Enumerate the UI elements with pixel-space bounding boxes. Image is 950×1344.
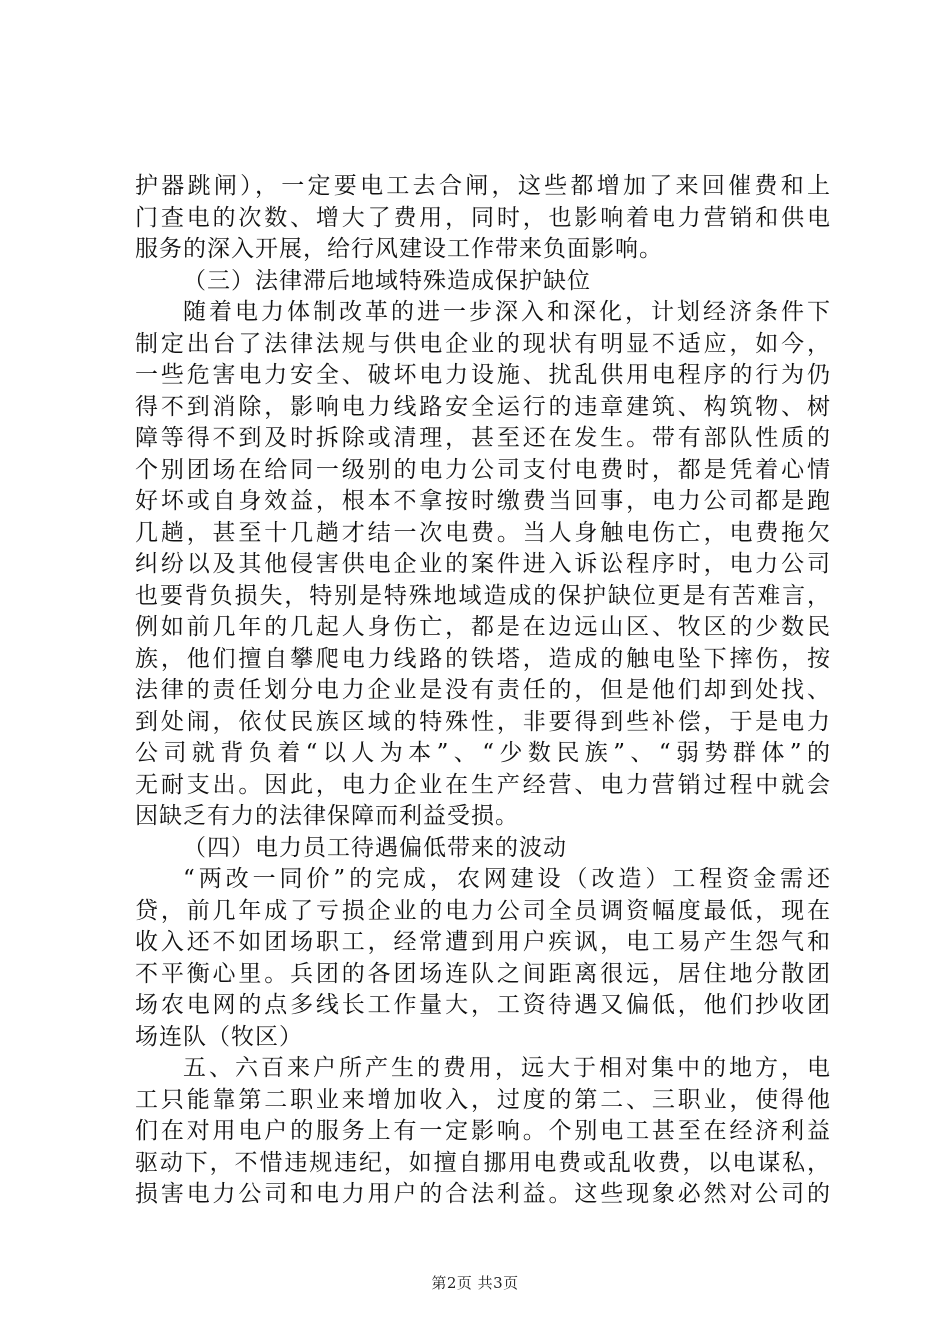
text-line: 不平衡心里。兵团的各团场连队之间距离很远，居住地分散团 [135, 960, 831, 987]
text-line: 公司就背负着“以人为本”、“少数民族”、“弱势群体”的 [135, 740, 831, 766]
text-line: 几趟，甚至十几趟才结一次电费。当人身触电伤亡，电费拖欠 [135, 519, 831, 546]
text-line: 也要背负损失，特别是特殊地域造成的保护缺位更是有苦难言， [135, 582, 831, 609]
text-line: 障等得不到及时拆除或清理，甚至还在发生。带有部队性质的 [135, 425, 831, 451]
text-line: 服务的深入开展，给行风建设工作带来负面影响。 [135, 236, 663, 262]
text-line: 五、六百来户所产生的费用，远大于相对集中的地方，电 [183, 1055, 831, 1081]
text-line: 收入还不如团场职工，经常遭到用户疾讽，电工易产生怨气和 [135, 929, 831, 955]
text-line: 损害电力公司和电力用户的合法利益。这些现象必然对公司的 [135, 1181, 831, 1207]
text-line: 例如前几年的几起人身伤亡，都是在边远山区、牧区的少数民 [135, 614, 831, 640]
text-line: 到处闹，依仗民族区域的特殊性，非要得到些补偿，于是电力 [135, 708, 831, 735]
text-line: 贷，前几年成了亏损企业的电力公司全员调资幅度最低，现在 [135, 897, 831, 924]
text-line: 无耐支出。因此，电力企业在生产经营、电力营销过程中就会 [135, 771, 831, 798]
text-line: 们在对用电户的服务上有一定影响。个别电工甚至在经济利益 [135, 1118, 831, 1144]
text-line: （三）法律滞后地域特殊造成保护缺位 [183, 267, 591, 294]
text-line: 因缺乏有力的法律保障而利益受损。 [135, 803, 519, 829]
text-line: 随着电力体制改革的进一步深入和深化，计划经济条件下 [183, 299, 831, 325]
text-line: 制定出台了法律法规与供电企业的现状有明显不适应，如今， [135, 330, 831, 357]
text-line: 纠纷以及其他侵害供电企业的案件进入诉讼程序时，电力公司 [135, 551, 831, 577]
document-body [135, 171, 831, 1211]
text-line: 场农电网的点多线长工作量大，工资待遇又偏低，他们抄收团 [135, 992, 831, 1018]
text-line: 门查电的次数、增大了费用，同时，也影响着电力营销和供电 [135, 204, 831, 231]
text-line: 族，他们擅自攀爬电力线路的铁塔，造成的触电坠下摔伤，按 [135, 645, 831, 672]
text-line: “两改一同价”的完成，农网建设（改造）工程资金需还 [183, 866, 831, 892]
text-line: 护器跳闸），一定要电工去合闸，这些都增加了来回催费和上 [135, 173, 831, 199]
text-line: 法律的责任划分电力企业是没有责任的，但是他们却到处找、 [135, 677, 831, 703]
text-line: （四）电力员工待遇偏低带来的波动 [183, 834, 567, 861]
text-line: 好坏或自身效益，根本不拿按时缴费当回事，电力公司都是跑 [135, 488, 831, 514]
page-footer: 第2页 共3页 [431, 1274, 519, 1292]
text-line: 得不到消除，影响电力线路安全运行的违章建筑、构筑物、树 [135, 393, 831, 420]
text-line: 一些危害电力安全、破坏电力设施、扰乱供用电程序的行为仍 [135, 362, 831, 388]
text-line: 场连队（牧区） [135, 1023, 303, 1050]
text-line: 工只能靠第二职业来增加收入，过度的第二、三职业，使得他 [135, 1086, 831, 1113]
text-line: 个别团场在给同一级别的电力公司支付电费时，都是凭着心情 [135, 456, 831, 483]
text-line: 驱动下，不惜违规违纪，如擅自挪用电费或乱收费，以电谋私， [135, 1149, 831, 1176]
